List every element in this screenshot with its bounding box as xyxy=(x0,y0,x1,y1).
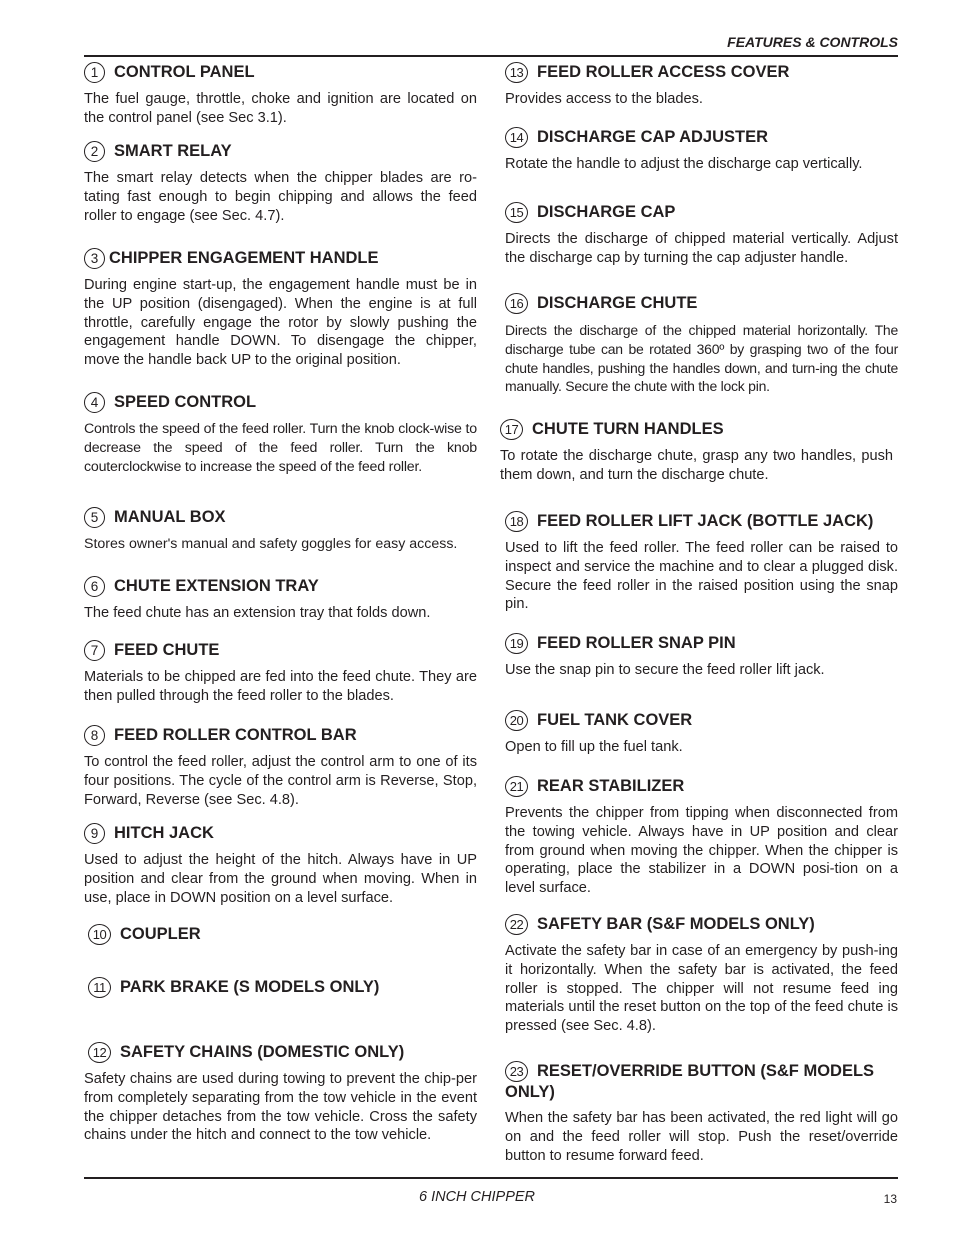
feature-description: Safety chains are used during towing to prevent the chip-per from completely separating from the tow vehicle in the event the chipper detaches from the tow vehicle. Cross the safety chains under the hitch and connect to the tow vehicle. xyxy=(84,1071,477,1144)
feature-description: Directs the discharge of the chipped material horizontally. The discharge tube can be rotated 360º by grasping two of the four chute handles, pushing the handles down, and turn-ing the chute manually. Secure the chute with the lock pin. xyxy=(505,322,898,395)
item-number-badge: 22 xyxy=(505,914,528,935)
feature-title: HITCH JACK xyxy=(114,824,214,842)
item-number-badge: 10 xyxy=(88,924,111,945)
feature-heading xyxy=(84,507,477,528)
feature-item xyxy=(505,776,898,898)
item-number-badge: 2 xyxy=(84,141,105,162)
feature-description: Directs the discharge of chipped material vertically. Adjust the discharge cap by turning the cap adjuster handle. xyxy=(505,231,898,266)
feature-item xyxy=(505,914,898,1036)
feature-heading xyxy=(84,392,477,413)
feature-title: DISCHARGE CAP ADJUSTER xyxy=(537,128,769,146)
feature-description: The fuel gauge, throttle, choke and ignition are located on the control panel (see Sec 3.1). xyxy=(84,91,477,126)
feature-description: Stores owner's manual and safety goggles for easy access. xyxy=(84,536,458,552)
feature-item xyxy=(500,419,893,485)
feature-heading xyxy=(505,127,898,148)
feature-title: CHIPPER ENGAGEMENT HANDLE xyxy=(109,249,379,267)
feature-heading xyxy=(505,776,898,797)
feature-heading xyxy=(505,293,898,314)
feature-title: FEED CHUTE xyxy=(114,641,220,659)
item-number-badge: 8 xyxy=(84,725,105,746)
feature-title: DISCHARGE CHUTE xyxy=(537,294,698,312)
feature-item xyxy=(88,977,481,998)
item-number-badge: 21 xyxy=(505,776,528,797)
feature-item xyxy=(84,392,477,476)
item-number-badge: 20 xyxy=(505,710,528,731)
feature-description: Prevents the chipper from tipping when disconnected from the towing vehicle. Always have in UP position and clear from ground when moving the chipper. When the chipper is operating, place the stabilizer in a DOWN posi-tion on a level surface. xyxy=(505,805,898,897)
feature-description: Activate the safety bar in case of an emergency by push-ing it horizontally. When the safety bar is activated, the feed roller is stopped. The chipper will not resume feed ing materials until the reset button on the top of the feed chute is pressed (see Sec. 4.8). xyxy=(505,943,898,1035)
feature-title: CHUTE TURN HANDLES xyxy=(532,420,724,438)
feature-heading xyxy=(84,1042,477,1063)
item-number-badge: 12 xyxy=(88,1042,111,1063)
feature-heading xyxy=(505,202,898,223)
feature-item xyxy=(84,62,477,128)
item-number-badge: 14 xyxy=(505,127,528,148)
feature-item xyxy=(505,633,898,680)
feature-title: CHUTE EXTENSION TRAY xyxy=(114,577,319,595)
feature-title: SAFETY BAR (S&F MODELS ONLY) xyxy=(537,915,815,933)
feature-heading xyxy=(84,62,477,83)
feature-item xyxy=(84,248,477,370)
feature-description: Rotate the handle to adjust the discharge cap vertically. xyxy=(505,156,863,172)
feature-title: PARK BRAKE (S MODELS ONLY) xyxy=(120,978,380,996)
feature-title: SAFETY CHAINS (DOMESTIC ONLY) xyxy=(120,1043,405,1061)
feature-item xyxy=(505,710,898,757)
feature-description: The feed chute has an extension tray that folds down. xyxy=(84,605,431,621)
item-number-badge: 23 xyxy=(505,1061,528,1082)
item-number-badge: 13 xyxy=(505,62,528,83)
item-number-badge: 17 xyxy=(500,419,523,440)
item-number-badge: 6 xyxy=(84,576,105,597)
item-number-badge: 7 xyxy=(84,640,105,661)
feature-item xyxy=(84,725,477,809)
feature-heading xyxy=(505,1061,898,1103)
feature-heading xyxy=(88,924,481,945)
feature-description: Open to fill up the fuel tank. xyxy=(505,739,683,755)
page-number: 13 xyxy=(883,1192,897,1206)
feature-heading xyxy=(505,62,898,83)
feature-description: Used to lift the feed roller. The feed roller can be raised to inspect and service the machine and to clear a plugged disk. Secure the feed roller in the raised position using the snap pin. xyxy=(505,540,898,613)
feature-item xyxy=(84,141,477,225)
feature-item xyxy=(505,127,898,174)
footer-rule xyxy=(84,1177,898,1179)
feature-heading xyxy=(84,725,477,746)
item-number-badge: 3 xyxy=(84,248,105,269)
feature-description: The smart relay detects when the chipper blades are ro-tating fast enough to begin chipping and allows the feed roller to engage (see Sec. 4.7). xyxy=(84,170,477,224)
feature-heading xyxy=(84,248,477,269)
footer-title: 6 INCH CHIPPER xyxy=(418,1189,536,1205)
feature-title: MANUAL BOX xyxy=(114,508,226,526)
feature-item xyxy=(505,511,898,614)
feature-title: FEED ROLLER SNAP PIN xyxy=(537,634,736,652)
feature-description: When the safety bar has been activated, the red light will go on and the feed roller will stop. Push the reset/override button to resume forward feed. xyxy=(505,1110,898,1164)
item-number-badge: 18 xyxy=(505,511,528,532)
feature-description: Used to adjust the height of the hitch. Always have in UP position and clear from the ground when moving. When in use, place in DOWN position on a level surface. xyxy=(84,852,477,906)
feature-item xyxy=(505,202,898,268)
item-number-badge: 5 xyxy=(84,507,105,528)
feature-title: FEED ROLLER LIFT JACK (BOTTLE JACK) xyxy=(537,512,874,530)
feature-heading xyxy=(84,640,477,661)
header-rule xyxy=(84,55,898,57)
feature-heading xyxy=(505,633,898,654)
feature-item xyxy=(505,62,898,109)
feature-title: CONTROL PANEL xyxy=(114,63,255,81)
feature-item xyxy=(84,576,477,623)
feature-item xyxy=(88,924,481,945)
feature-description: Controls the speed of the feed roller. Turn the knob clock-wise to decrease the speed of the feed roller. Turn the knob couterclockwise to increase the speed of the feed roller. xyxy=(84,421,477,475)
feature-description: Provides access to the blades. xyxy=(505,91,703,107)
item-number-badge: 1 xyxy=(84,62,105,83)
item-number-badge: 19 xyxy=(505,633,528,654)
feature-item xyxy=(505,1061,898,1165)
feature-title: DISCHARGE CAP xyxy=(537,203,676,221)
feature-description: During engine start-up, the engagement handle must be in the UP position (disengaged). When the engine is at full throttle, carefully engage the rotor by slowly pushing the engagement handle DOWN. To disengage the chipper, move the handle back UP to the original position. xyxy=(84,277,477,369)
feature-item xyxy=(84,1042,477,1145)
feature-heading xyxy=(505,914,898,935)
item-number-badge: 9 xyxy=(84,823,105,844)
feature-title: COUPLER xyxy=(120,925,201,943)
feature-title: RESET/OVERRIDE BUTTON (S&F MODELS ONLY) xyxy=(505,1062,875,1101)
feature-description: To control the feed roller, adjust the control arm to one of its four positions. The cycle of the control arm is Reverse, Stop, Forward, Reverse (see Sec. 4.8). xyxy=(84,754,477,808)
feature-heading xyxy=(505,710,898,731)
feature-heading xyxy=(505,511,898,532)
item-number-badge: 4 xyxy=(84,392,105,413)
feature-description: Use the snap pin to secure the feed roller lift jack. xyxy=(505,662,825,678)
feature-heading xyxy=(84,823,477,844)
item-number-badge: 16 xyxy=(505,293,528,314)
feature-heading xyxy=(500,419,893,440)
feature-description: To rotate the discharge chute, grasp any two handles, push them down, and turn the discharge chute. xyxy=(500,448,893,483)
feature-item xyxy=(84,823,477,907)
section-header: FEATURES & CONTROLS xyxy=(727,34,898,50)
feature-item xyxy=(84,507,477,554)
feature-item xyxy=(84,640,477,706)
feature-heading xyxy=(84,576,477,597)
feature-title: FEED ROLLER CONTROL BAR xyxy=(114,726,357,744)
item-number-badge: 11 xyxy=(88,977,111,998)
feature-title: REAR STABILIZER xyxy=(537,777,685,795)
feature-title: FEED ROLLER ACCESS COVER xyxy=(537,63,790,81)
feature-title: SPEED CONTROL xyxy=(114,393,257,411)
feature-item xyxy=(505,293,898,396)
feature-heading xyxy=(88,977,481,998)
feature-title: FUEL TANK COVER xyxy=(537,711,693,729)
feature-title: SMART RELAY xyxy=(114,142,232,160)
feature-heading xyxy=(84,141,477,162)
feature-description: Materials to be chipped are fed into the feed chute. They are then pulled through the feed roller to the blades. xyxy=(84,669,477,704)
item-number-badge: 15 xyxy=(505,202,528,223)
